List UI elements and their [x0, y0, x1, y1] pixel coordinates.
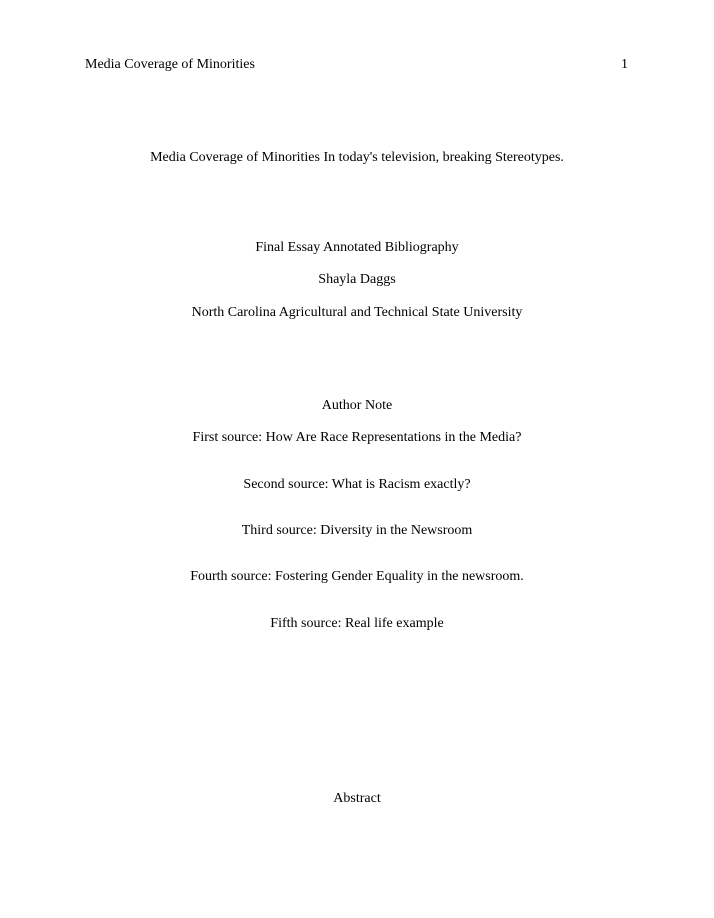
- paper-title: Media Coverage of Minorities In today's television, breaking Stereotypes.: [150, 150, 564, 165]
- author-name: Shayla Daggs: [318, 272, 396, 287]
- assignment-title: Final Essay Annotated Bibliography: [255, 240, 459, 255]
- institution-name: North Carolina Agricultural and Technical State University: [191, 305, 523, 320]
- source-line-2: Second source: What is Racism exactly?: [243, 477, 471, 492]
- source-line-4: Fourth source: Fostering Gender Equality in the newsroom.: [190, 569, 524, 584]
- running-head: Media Coverage of Minorities: [85, 57, 255, 72]
- source-line-1: First source: How Are Race Representations in the Media?: [192, 430, 522, 445]
- abstract-heading: Abstract: [333, 791, 381, 806]
- page-header: [85, 55, 628, 75]
- page-number: 1: [621, 57, 628, 72]
- source-line-5: Fifth source: Real life example: [270, 616, 444, 631]
- source-line-3: Third source: Diversity in the Newsroom: [241, 523, 473, 538]
- author-note-heading: Author Note: [321, 398, 393, 413]
